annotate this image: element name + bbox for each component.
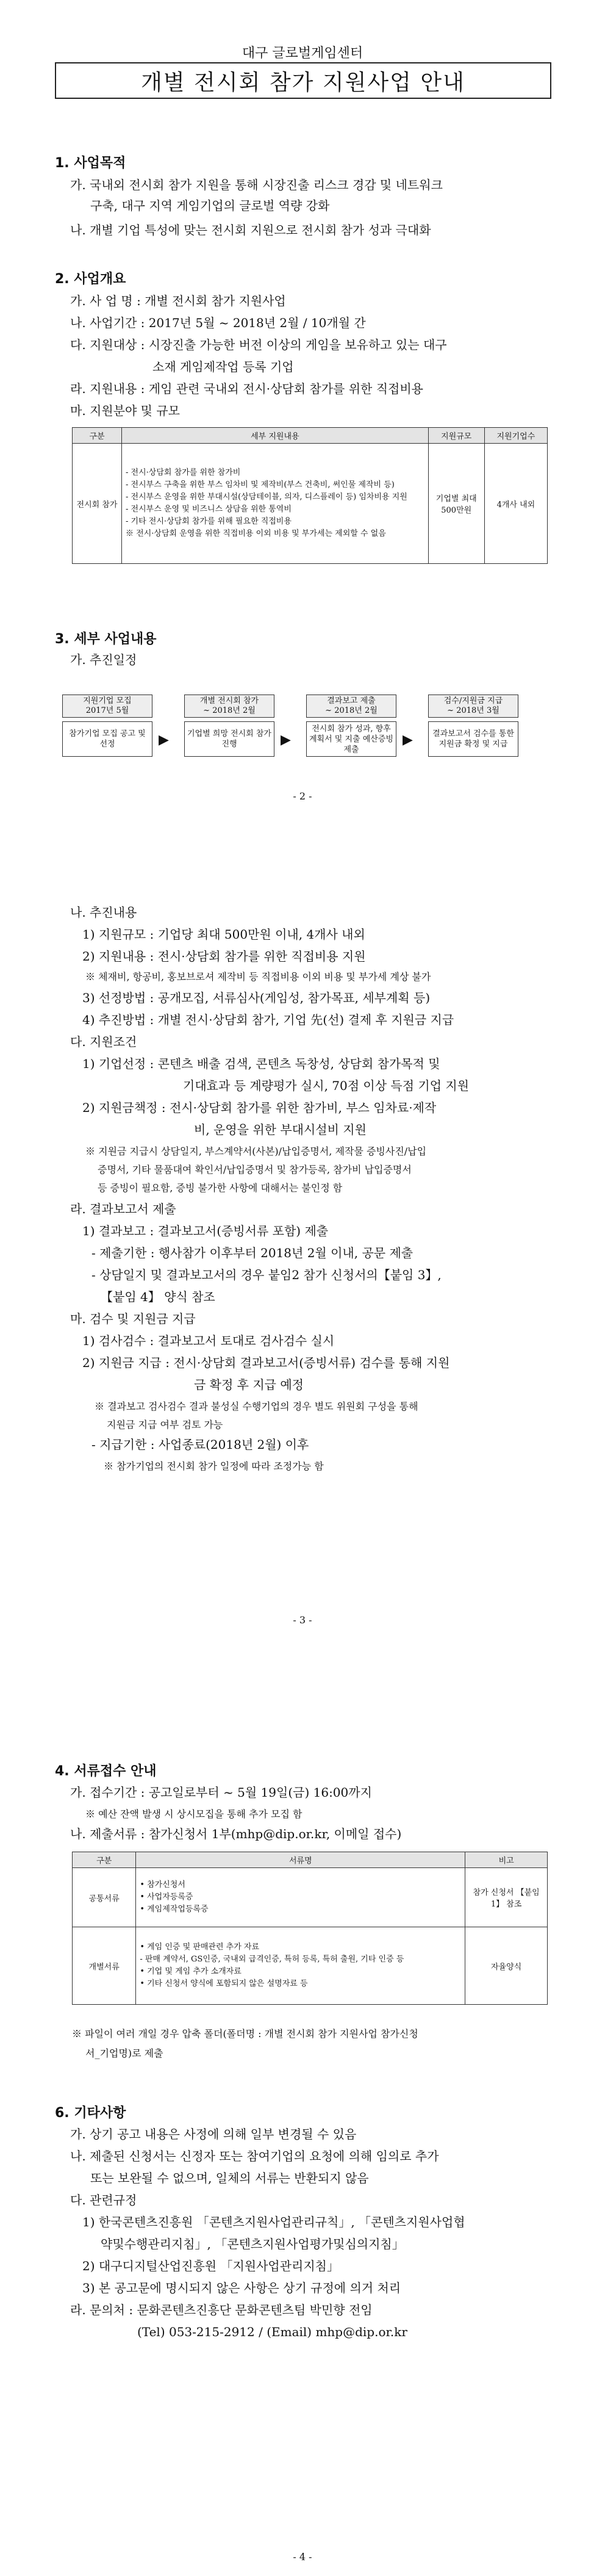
support-table <box>72 427 548 564</box>
section-1-title: 1. 사업목적 <box>55 156 126 171</box>
td-scale: 기업별 최대 500만원 <box>428 444 484 564</box>
flow-step <box>184 695 274 757</box>
detail-line: - 전시부스 운영 및 비즈니스 상담을 위한 통역비 <box>126 505 292 514</box>
s3-item-e: 마. 검수 및 지원금 지급 <box>70 1311 196 1326</box>
documents-table <box>72 1852 548 2005</box>
s3-item-b: 나. 추진내용 <box>70 905 137 920</box>
s6-item-c2: 2) 대구디지털산업진흥원 「지원사업관리지침」 <box>82 2259 340 2273</box>
page-number: - 2 - <box>293 790 312 802</box>
doc-line: • 사업자등록증 <box>140 1892 193 1902</box>
th-docname: 서류명 <box>136 1852 465 1868</box>
td-common: 공통서류 <box>73 1868 136 1927</box>
s2-item-c: 다. 지원대상 : 시장진출 가능한 버전 이상의 게임을 보유하고 있는 대구 <box>70 337 447 352</box>
th-type: 구분 <box>73 1852 136 1868</box>
flow-step <box>62 695 152 757</box>
s6-item-a: 가. 상기 공고 내용은 사정에 의해 일부 변경될 수 있음 <box>70 2127 357 2141</box>
s2-item-b: 나. 사업기간 : 2017년 5월 ~ 2018년 2월 / 10개월 간 <box>70 316 366 330</box>
td-category: 전시회 참가 <box>73 444 122 564</box>
detail-line: - 전시·상담회 참가를 위한 참가비 <box>126 468 241 477</box>
section-4-title: 4. 서류접수 안내 <box>55 1764 157 1779</box>
section-6-title: 6. 기타사항 <box>55 2105 126 2121</box>
doc-line: • 기타 신청서 양식에 포함되지 않은 설명자료 등 <box>140 1979 308 1988</box>
detail-line: - 전시부스 운영을 위한 부대시설(상담테이블, 의자, 디스플레이 등) 임차비용 지원 <box>126 492 407 502</box>
page-title: 개별 전시회 참가 지원사업 안내 <box>55 62 551 99</box>
th-category: 구분 <box>73 428 122 444</box>
s6-item-b: 나. 제출된 신청서는 신정자 또는 참여기업의 요청에 의해 임의로 추가 <box>70 2149 439 2163</box>
s3-note-e: 지원금 지급 여부 검토 가능 <box>107 1419 223 1431</box>
s3-item-c1-cont: 기대효과 등 계량평가 실시, 70점 이상 득점 기업 지원 <box>183 1078 470 1093</box>
doc-line: - 판매 계약서, GS인증, 국내외 급격인증, 특허 등록, 특허 출원, 기타 인증 등 <box>140 1955 404 1964</box>
s3-item-d2: - 제출기한 : 행사참가 이후부터 2018년 2월 이내, 공문 제출 <box>91 1246 413 1260</box>
s3-item-d: 라. 결과보고서 제출 <box>70 1202 176 1216</box>
section-3-title: 3. 세부 사업내용 <box>55 632 157 647</box>
s3-item-d1: 1) 결과보고 : 결과보고서(증빙서류 포함) 제출 <box>82 1224 329 1238</box>
td-count: 4개사 내외 <box>484 444 547 564</box>
s6-item-b-cont: 또는 보완될 수 없으며, 일체의 서류는 반환되지 않음 <box>90 2171 369 2185</box>
s6-item-d: 라. 문의처 : 문화콘텐츠진흥단 문화콘텐츠팀 박민향 전임 <box>70 2303 373 2317</box>
s3-note-e: ※ 결과보고 검사검수 결과 불성실 수행기업의 경우 별도 위원회 구성을 통해 <box>95 1401 418 1412</box>
s3-item-d3-cont: 【붙임 4】 양식 참조 <box>101 1290 215 1304</box>
flow-step <box>306 695 396 757</box>
s4-note-b: ※ 파일이 여러 개일 경우 압축 폴더(폴더명 : 개별 전시회 참가 지원사업 참가신청 <box>72 2028 418 2040</box>
s3-item-b3: 3) 선정방법 : 공개모집, 서류심사(게임성, 참가목표, 세부계획 등) <box>82 990 431 1005</box>
flow-step-body: 전시회 참가 성과, 향후계획서 및 지출 예산증빙 제출 <box>306 721 396 757</box>
s3-item-b1: 1) 지원규모 : 기업당 최대 500만원 이내, 4개사 내외 <box>82 927 365 942</box>
s4-note-b-cont: 서_기업명)로 제출 <box>85 2047 163 2059</box>
s4-item-a: 가. 접수기간 : 공고일로부터 ~ 5월 19일(금) 16:00까지 <box>70 1785 372 1800</box>
s1-item-a-cont: 구축, 대구 지역 게임기업의 글로벌 역량 강화 <box>90 198 330 213</box>
s2-item-c-cont: 소재 게임제작업 등록 기업 <box>152 359 294 374</box>
s3-item-c1: 1) 기업선정 : 콘텐츠 배출 검색, 콘텐츠 독창성, 상담회 참가목적 및 <box>82 1056 440 1071</box>
s4-item-b: 나. 제출서류 : 참가신청서 1부(mhp@dip.or.kr, 이메일 접수) <box>70 1827 402 1841</box>
s6-contact: (Tel) 053-215-2912 / (Email) mhp@dip.or.kr <box>137 2325 407 2339</box>
s3-item-b2: 2) 지원내용 : 전시·상담회 참가를 위한 직접비용 지원 <box>82 949 366 964</box>
s6-item-c1-cont: 약및수행관리지침」, 「콘텐츠지원사업평가및심의지침」 <box>101 2237 404 2251</box>
flow-step <box>428 695 518 757</box>
td-individual-docs <box>136 1927 465 2005</box>
s6-item-c: 다. 관련규정 <box>70 2193 137 2207</box>
s1-item-a: 가. 국내외 전시회 참가 지원을 통해 시장진출 리스크 경감 및 네트워크 <box>70 178 443 192</box>
s1-item-b: 나. 개별 기업 특성에 맞는 전시회 지원으로 전시회 참가 성과 극대화 <box>70 223 431 237</box>
arrow-right-icon: ▶ <box>281 732 291 748</box>
th-scale: 지원규모 <box>428 428 484 444</box>
doc-line: • 게임 인증 및 판매관련 추가 자료 <box>140 1943 260 1952</box>
flow-step-body: 결과보고서 검수를 통한 지원금 확정 및 지급 <box>428 721 518 757</box>
s3-item-e3: - 지급기한 : 사업종료(2018년 2월) 이후 <box>91 1437 309 1452</box>
schedule-flow <box>62 695 550 768</box>
flow-step-body: 참가기업 모집 공고 및 선정 <box>62 721 152 757</box>
org-name: 대구 글로벌게임센터 <box>242 46 363 61</box>
doc-line: • 게임제작업등록증 <box>140 1905 209 1914</box>
td-detail <box>122 444 429 564</box>
detail-line: - 기타 전시·상담회 참가를 위해 필요한 직접비용 <box>126 517 292 526</box>
s3-note-e3: ※ 참가기업의 전시회 참가 일정에 따라 조정가능 함 <box>104 1460 324 1472</box>
th-remark: 비고 <box>465 1852 548 1868</box>
th-detail: 세부 지원내용 <box>122 428 429 444</box>
td-common-docs <box>136 1868 465 1927</box>
s3-item-b4: 4) 추진방법 : 개별 전시·상담회 참가, 기업 先(선) 결제 후 지원금 지급 <box>82 1012 454 1027</box>
s3-note-c: 등 증빙이 필요함, 증빙 불가한 사항에 대해서는 불인정 함 <box>98 1182 343 1194</box>
section-2-title: 2. 사업개요 <box>55 272 126 287</box>
page-number: - 4 - <box>293 2551 312 2563</box>
s3-item-c: 다. 지원조건 <box>70 1034 137 1049</box>
s3-item-e2-cont: 금 확정 후 지급 예정 <box>194 1377 304 1392</box>
s3-note-c: 증명서, 기타 물품대여 확인서/납입증명서 및 참가등록, 참가비 납입증명서 <box>98 1164 412 1175</box>
s3-note-c: ※ 지원금 지급시 상담일지, 부스계약서(사본)/납입증명서, 제작물 증빙사진/납입 <box>85 1145 427 1157</box>
doc-line: • 기업 및 게임 추가 소개자료 <box>140 1967 242 1976</box>
s2-item-a: 가. 사 업 명 : 개별 전시회 참가 지원사업 <box>70 294 286 308</box>
s2-item-d: 라. 지원내용 : 게임 관련 국내외 전시·상담회 참가를 위한 직접비용 <box>70 381 423 396</box>
detail-line: - 전시부스 구축을 위한 부스 임차비 및 제작비(부스 건축비, 써인물 제작비 등) <box>126 480 395 489</box>
s6-item-c3: 3) 본 공고문에 명시되지 않은 사항은 상기 규정에 의거 처리 <box>82 2281 401 2295</box>
s3-item-a: 가. 추진일정 <box>70 652 137 667</box>
flow-step-body: 기업별 희망 전시회 참가 진행 <box>184 721 274 757</box>
s3-item-c2-cont: 비, 운영을 위한 부대시설비 지원 <box>194 1122 367 1137</box>
s3-note-b2: ※ 체재비, 항공비, 홍보브로셔 제작비 등 직접비용 이외 비용 및 부가세 계상 불가 <box>85 971 431 983</box>
flow-step-head: 지원기업 모집 2017년 5월 <box>62 695 152 718</box>
th-count: 지원기업수 <box>484 428 547 444</box>
flow-step-head: 개별 전시회 참가 ~ 2018년 2월 <box>184 695 274 718</box>
td-individual-note: 자율양식 <box>465 1927 548 2005</box>
s4-note-a: ※ 예산 잔액 발생 시 상시모집을 통해 추가 모집 함 <box>85 1808 302 1820</box>
flow-step-head: 검수/지원금 지급 ~ 2018년 3월 <box>428 695 518 718</box>
arrow-right-icon: ▶ <box>403 732 413 748</box>
s2-item-e: 마. 지원분야 및 규모 <box>70 403 180 418</box>
s3-item-d3: - 상담일지 및 결과보고서의 경우 붙임2 참가 신청서의【붙임 3】, <box>91 1268 442 1282</box>
doc-line: • 참가신청서 <box>140 1880 185 1889</box>
td-individual: 개별서류 <box>73 1927 136 2005</box>
arrow-right-icon: ▶ <box>159 732 169 748</box>
flow-step-head: 결과보고 제출 ~ 2018년 2월 <box>306 695 396 718</box>
s3-item-e1: 1) 검사검수 : 결과보고서 토대로 검사검수 실시 <box>82 1333 335 1348</box>
td-common-note: 참가 신청서 【붙임 1】 참조 <box>465 1868 548 1927</box>
s3-item-e2: 2) 지원금 지급 : 전시·상담회 결과보고서(증빙서류) 검수를 통해 지원 <box>82 1355 450 1370</box>
s6-item-c1: 1) 한국콘텐츠진흥원 「콘텐츠지원사업관리규칙」, 「콘텐츠지원사업협 <box>82 2215 465 2229</box>
detail-line: ※ 전시·상담회 운영을 위한 직접비용 이외 비용 및 부가세는 제외할 수 없음 <box>126 529 386 538</box>
page-number: - 3 - <box>293 1614 312 1626</box>
s3-item-c2: 2) 지원금책정 : 전시·상담회 참가를 위한 참가비, 부스 임차료·제작 <box>82 1100 437 1115</box>
